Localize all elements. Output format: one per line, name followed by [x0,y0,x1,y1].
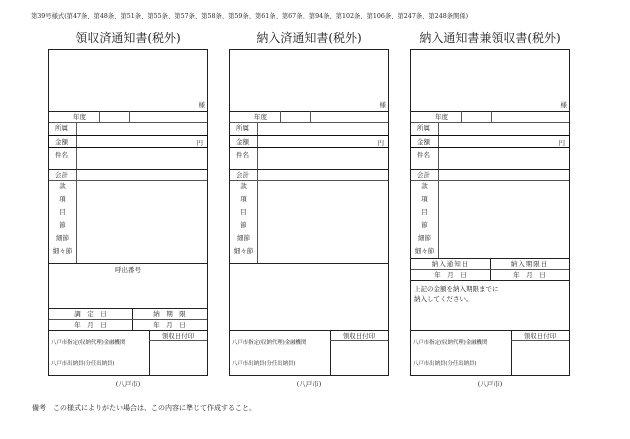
slip-form [48,49,208,376]
assessment-date-label: 調 定 日 [74,310,107,318]
class-kou: 項 [421,195,428,203]
department-label: 所属 [417,124,430,132]
city-label: (八戸市) [115,380,141,388]
class-saisetsu: 細節 [237,234,250,242]
due-date-label: 納 期 限 [153,310,186,318]
amount-box [48,135,208,148]
subject-label: 件名 [236,151,249,159]
payment-message-2: 納入してください。 [414,295,473,303]
call-number-label: 呼出番号 [115,266,141,274]
payment-message-1: 上記の金額を納入期限までに [414,285,499,293]
bank-label: 八戸市指定(収納代理)金融機関 [413,340,488,346]
class-saisetsu: 細節 [56,234,69,242]
remarks-footnote: 備考 この様式によりがたい場合は、この内容に準じて作成すること。 [32,404,256,412]
fiscal-year-label: 年度 [435,113,448,121]
class-kou: 項 [59,195,66,203]
bank-label: 八戸市指定(収納代理)金融機関 [232,340,307,346]
receipt-stamp-label: 領収日付印 [342,332,376,340]
fiscal-year-label: 年度 [254,113,267,121]
class-kan: 款 [421,182,428,190]
treasurer-label: 八戸市出納員(分任出納員) [232,361,296,367]
class-moku: 目 [240,208,247,216]
class-kan: 款 [59,182,66,190]
payment-notice-slip [229,27,389,388]
class-kou: 項 [240,195,247,203]
notice-date-value: 年 月 日 [434,271,467,279]
class-setsu: 節 [240,221,247,229]
account-label: 会計 [236,171,249,179]
amount-box [229,135,389,148]
treasurer-label: 八戸市出納員(分任出納員) [413,361,477,367]
bank-label: 八戸市指定(収納代理)金融機関 [51,340,126,346]
yen-label: 円 [196,139,203,147]
fiscal-year-label: 年度 [73,113,86,121]
receipt-stamp-label: 領収日付印 [523,332,557,340]
slip-form [229,49,389,376]
sama-label: 様 [198,101,205,109]
subject-label: 件名 [417,151,430,159]
department-label: 所属 [236,124,249,132]
class-saisetsu: 細節 [418,234,431,242]
class-setsu: 節 [59,221,66,229]
form-number-header: 第39号様式(第47条、第48条、第51条、第55条、第57条、第58条、第59条、第61条、第67条、第94条、第102条、第106条、第247条、第248条関係) [31,13,469,20]
payment-due-value: 年 月 日 [513,271,546,279]
class-setsu: 節 [421,221,428,229]
account-label: 会計 [417,171,430,179]
amount-label: 金額 [417,138,430,146]
amount-label: 金額 [236,138,249,146]
slip-title: 納入通知書兼領収書(税外) [419,31,561,45]
sama-label: 様 [560,101,567,109]
slip-form [410,49,570,376]
sama-label: 様 [379,101,386,109]
class-saisaisetsu: 細々節 [52,247,73,255]
yen-label: 円 [377,139,384,147]
notice-date-label: 納入通知日 [431,260,470,268]
class-saisaisetsu: 細々節 [233,247,254,255]
city-label: (八戸市) [477,380,503,388]
subject-label: 件名 [55,151,68,159]
class-saisaisetsu: 細々節 [414,247,435,255]
class-moku: 目 [421,208,428,216]
payment-due-label: 納入期限日 [510,260,549,268]
amount-box [410,135,570,148]
assessment-date-value: 年 月 日 [74,321,107,329]
amount-label: 金額 [55,138,68,146]
treasurer-label: 八戸市出納員(分任出納員) [51,361,115,367]
receipt-stamp-label: 領収日付印 [161,332,195,340]
slip-title: 納入済通知書(税外) [256,31,362,45]
due-date-value: 年 月 日 [153,321,186,329]
payment-notice-receipt-slip [410,27,570,388]
city-label: (八戸市) [296,380,322,388]
class-kan: 款 [240,182,247,190]
class-moku: 目 [59,208,66,216]
department-label: 所属 [55,124,68,132]
account-label: 会計 [55,171,68,179]
yen-label: 円 [558,139,565,147]
receipt-notice-slip [48,27,208,388]
slip-title: 領収済通知書(税外) [75,31,181,45]
